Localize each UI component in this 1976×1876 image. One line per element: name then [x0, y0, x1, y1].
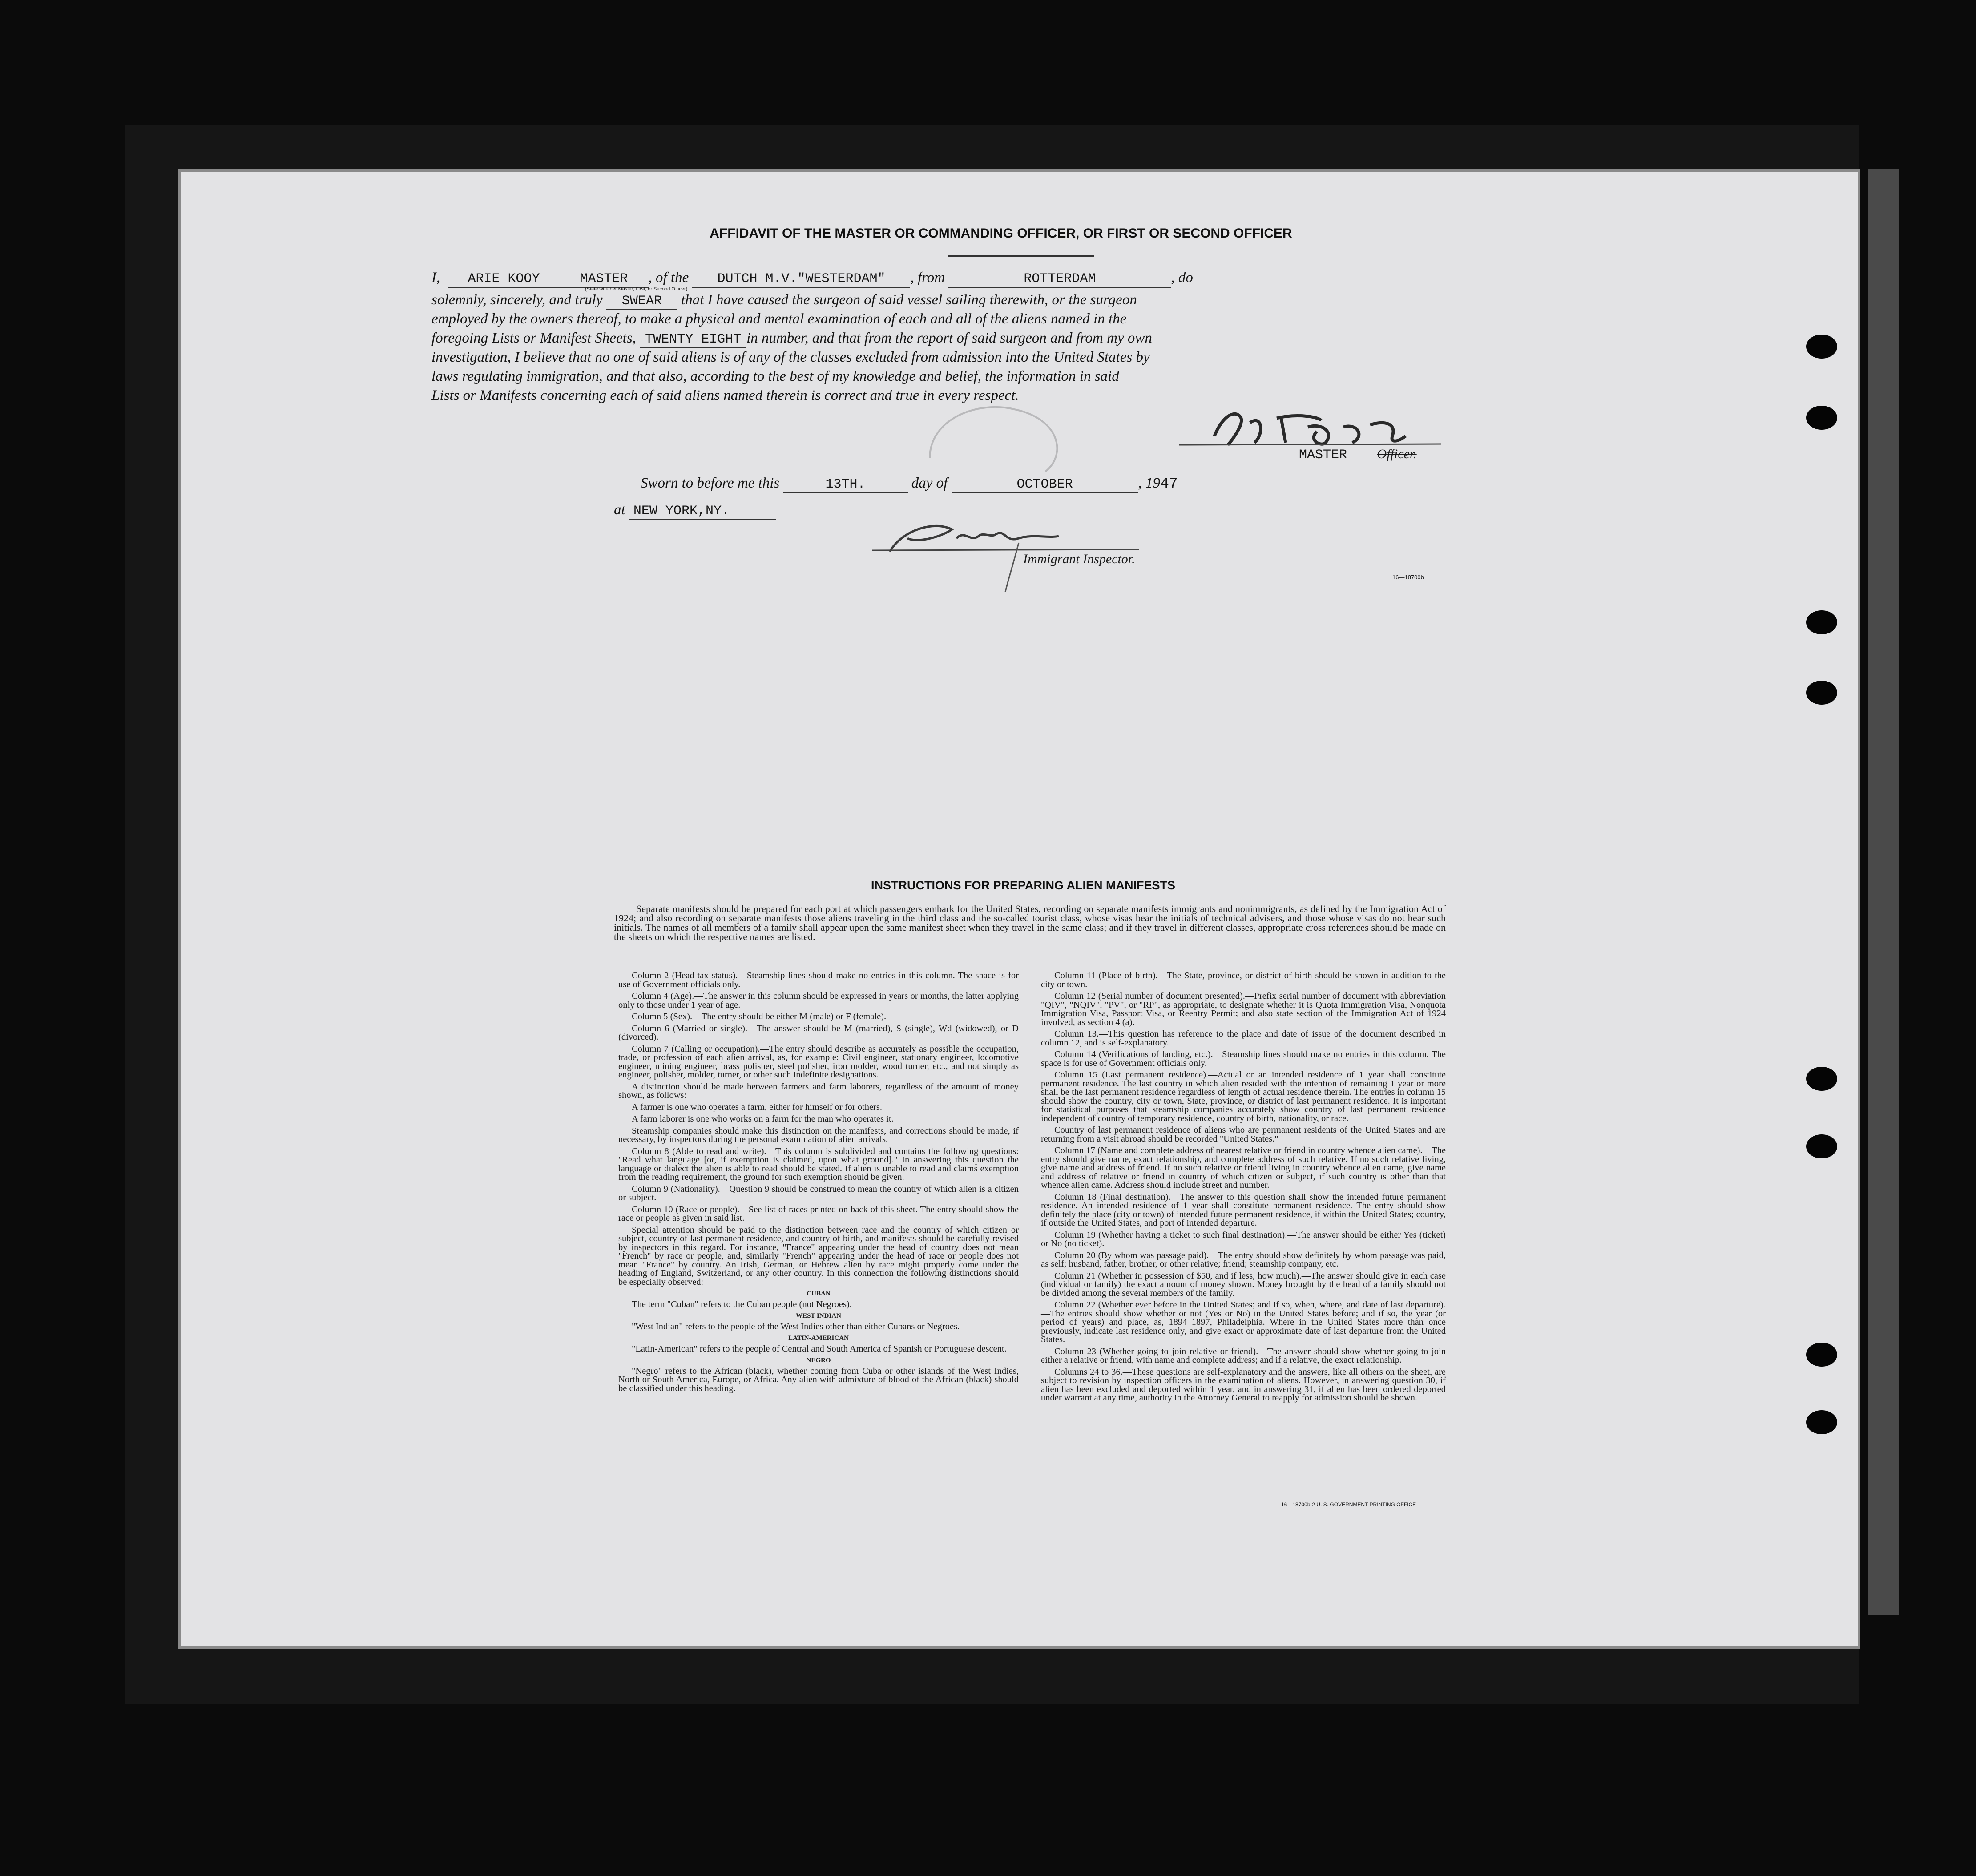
rank-hint: (State whether Master, First, or Second Officer): [585, 286, 688, 292]
text: Sworn to before me this: [641, 475, 780, 491]
affidavit-line-5: investigation, I believe that no one of said aliens is of any of the classes excluded from admission into the United States by: [431, 349, 1150, 365]
punch-hole: [1806, 610, 1837, 634]
punch-hole: [1806, 1410, 1837, 1434]
instruction-paragraph: Column 4 (Age).—The answer in this column should be expressed in years or months, the latter applying only to those under 1 year of age.: [618, 991, 1019, 1010]
affidavit-line-4: [431, 330, 1152, 348]
instruction-paragraph: Column 2 (Head-tax status).—Steamship lines should make no entries in this column. The space is for use of Government officials only.: [618, 971, 1019, 989]
instruction-paragraph: A farmer is one who operates a farm, either for himself or for others.: [632, 1102, 882, 1112]
instruction-paragraph: Column 23 (Whether going to join relative or friend).—The answer should show whether going to join either a relative or friend, with name and complete address; and if a relative, the exact relationship.: [1041, 1346, 1446, 1365]
text: , 19: [1138, 475, 1161, 491]
instruction-paragraph: Column 14 (Verifications of landing, etc.).—Steamship lines should make no entries in this column. The space is for use of Government officials only.: [1041, 1049, 1446, 1068]
film-edge: [1868, 169, 1899, 1615]
text: in number, and that from the report of said surgeon and from my own: [746, 330, 1152, 346]
stamp-circle: [912, 391, 1090, 480]
paragraph-latin-american: "Latin-American" refers to the people of Central and South America of Spanish or Portuguese descent.: [632, 1343, 1007, 1354]
affidavit-line-3: employed by the owners thereof, to make a physical and mental examination of each and all of the aliens named in the: [431, 311, 1127, 327]
text: day of: [911, 475, 948, 491]
sworn-month: OCTOBER: [952, 476, 1138, 493]
affidavit-line-7: Lists or Manifests concerning each of said aliens named therein is correct and true in every respect.: [431, 387, 1019, 403]
heading-cuban: CUBAN: [807, 1290, 831, 1297]
officer-rank: MASTER: [560, 271, 649, 288]
instruction-paragraph: Column 21 (Whether in possession of $50, and if less, how much).—The answer should give in each case (individual or family) the exact amount of money shown. Money brought by the head of a family should not be divided among the several members of the family.: [1041, 1271, 1446, 1298]
oath-type: SWEAR: [606, 293, 677, 310]
affidavit-line-2: [431, 292, 1137, 310]
form-code: 16—18700b: [1392, 574, 1424, 581]
instruction-paragraph: Column 20 (By whom was passage paid).—The entry should show definitely by whom passage was paid, as self; husband, father, brother, or other relative; friend; steamship company, etc.: [1041, 1250, 1446, 1269]
instruction-paragraph: Columns 24 to 36.—These questions are self-explanatory and the answers, like all others on the sheet, are subject to revision by inspection officers in the examination of aliens. However, in answering question 30, if alien has been excluded and deported within 1 year, and in answering 31, if alien has been ordered deported under warrant at any time, authority in the Attorney General to reapply for admission should be shown.: [1041, 1367, 1446, 1403]
printing-office-footer: 16—18700b-2 U. S. GOVERNMENT PRINTING OFFICE: [1281, 1501, 1416, 1508]
instruction-paragraph: Column 10 (Race or people).—See list of races printed on back of this sheet. The entry should show the race or people as given in said list.: [618, 1204, 1019, 1223]
affidavit-line-6: laws regulating immigration, and that also, according to the best of my knowledge and belief, the information in said: [431, 368, 1119, 384]
heading-west-indian: WEST INDIAN: [796, 1312, 841, 1319]
instruction-paragraph: Column 15 (Last permanent residence).—Actual or an intended residence of 1 year shall constitute permanent residence. The last country in which alien resided with the intention of remaining 1 year or more shall be the last permanent residence regardless of length of actual residence therein. The entries in column 15 should show the country, city or town, State, province, or district of last permanent residence. It is important for statistical purposes that steamship companies accurately show country of last permanent residence independent of country of temporary residence, country of birth, nationality, or race.: [1041, 1070, 1446, 1123]
sworn-day: 13TH.: [783, 476, 908, 493]
instruction-paragraph: Steamship companies should make this distinction on the manifests, and corrections should be made, if necessary, by inspectors during the personal examination of alien arrivals.: [618, 1126, 1019, 1144]
instructions-left-column: [618, 972, 1019, 1396]
instruction-paragraph: Column 17 (Name and complete address of nearest relative or friend in country whence alien came).—The entry should give name, exact relationship, and complete address of such relative. If no such relative living, give name and address of friend. If no such relative or friend living in country whence alien came, give name and address of relative or friend in country of which citizen or subject, if such country is other than that whence alien came. Address should include street and number.: [1041, 1146, 1446, 1190]
alien-count: TWENTY EIGHT: [640, 331, 746, 348]
label-from: , from: [910, 270, 945, 286]
place-line: [614, 502, 776, 520]
punch-hole: [1806, 681, 1837, 705]
label-of-the: , of the: [648, 270, 689, 286]
master-name: ARIE KOOY: [448, 271, 560, 288]
instruction-paragraph: Column 6 (Married or single).—The answer should be M (married), S (single), Wd (widowed), or D (divorced).: [618, 1023, 1019, 1042]
label-do: , do: [1171, 270, 1193, 286]
affidavit-title: AFFIDAVIT OF THE MASTER OR COMMANDING OFFICER, OR FIRST OR SECOND OFFICER: [710, 226, 1292, 241]
instruction-paragraph: Column 22 (Whether ever before in the United States; and if so, when, where, and date of last departure).—The entries should show whether or not (Yes or No) in the United States before; and if so, the year (or period of years) and place, as, 1894–1897, Philadelphia. Where in the United States more than once previously, indicate last residence only, and give exact or approximate date of last departure from the United States.: [1041, 1300, 1446, 1344]
paragraph-west-indian: "West Indian" refers to the people of the West Indies other than either Cubans or Negroes.: [632, 1321, 960, 1331]
punch-hole: [1806, 1067, 1837, 1091]
instruction-paragraph: Column 11 (Place of birth).—The State, province, or district of birth should be shown in addition to the city or town.: [1041, 971, 1446, 989]
text: foregoing Lists or Manifest Sheets,: [431, 330, 636, 346]
paragraph-negro: "Negro" refers to the African (black), whether coming from Cuba or other islands of the West Indies, North or South America, Europe, or Africa. Any alien with admixture of blood of the African (black) should be classified under this heading.: [618, 1366, 1019, 1393]
inspector-label: Immigrant Inspector.: [1023, 552, 1135, 566]
instruction-paragraph: Column 8 (Able to read and write).—This column is subdivided and contains the following questions: "Read what language [or, if exemption is claimed, upon what ground]." In answering this question the language or dialect the alien is able to read should be stated. If alien is unable to read and claims exemption from the reading requirement, the ground for such exemption should be given.: [618, 1146, 1019, 1182]
instruction-paragraph: Column 7 (Calling or occupation).—The entry should describe as accurately as possible the occupation, trade, or profession of each alien arrival, as, for example: Civil engineer, stationary engineer, locomotive engineer, mining engineer, brass polisher, steel polisher, iron molder, wood turner, etc., and not simply as engineer, polisher, molder, turner, or other such indefinite designations.: [618, 1044, 1019, 1080]
text: at: [614, 502, 625, 518]
sworn-line: [641, 475, 1178, 493]
punch-hole: [1806, 1134, 1837, 1158]
heading-negro: NEGRO: [806, 1357, 831, 1364]
instruction-paragraph: Country of last permanent residence of aliens who are permanent residents of the United States and are returning from a visit abroad should be recorded "United States.": [1041, 1125, 1446, 1144]
text: that I have caused the surgeon of said vessel sailing therewith, or the surgeon: [681, 292, 1137, 308]
instructions-right-column: [1041, 972, 1446, 1406]
punch-hole: [1806, 406, 1837, 430]
instructions-intro: Separate manifests should be prepared for each port at which passengers embark for the United States, recording on separate manifests immigrants and nonimmigrants, as defined by the Immigration Act of 1924; and also recording on separate manifests those aliens traveling in the third class and the so-called tourist class, whose visas bear the initials of technical advisers, and those whose visas do not bear such initials. The names of all members of a family shall appear upon the same manifest sheet when they travel in the same class; and if they travel in different classes, appropriate cross references should be made on the sheets on which the respective names are listed.: [614, 903, 1446, 942]
text: solemnly, sincerely, and truly: [431, 292, 603, 308]
instruction-paragraph: Column 13.—This question has reference to the place and date of issue of the document described in column 12, and is self-explanatory.: [1041, 1029, 1446, 1048]
instruction-paragraph: Special attention should be paid to the distinction between race and the country of which citizen or subject, country of last permanent residence, and country of birth, and manifests should be carefully revised by inspectors in this regard. For instance, "France" appearing under the head of country does not mean "French" by race or people, and, similarly "French" appearing under the head of race or people does not mean "France" by country. An Irish, German, or Hebrew alien by race might properly come under the heading of England, Switzerland, or any other country. In this connection the following distinctions should be especially observed:: [618, 1225, 1019, 1287]
instruction-paragraph: Column 9 (Nationality).—Question 9 should be construed to mean the country of which alien is a citizen or subject.: [618, 1184, 1019, 1202]
instruction-paragraph: Column 19 (Whether having a ticket to such final destination).—The answer should be either Yes (ticket) or No (no ticket).: [1041, 1230, 1446, 1248]
instruction-paragraph: A farm laborer is one who works on a farm for the man who operates it.: [632, 1114, 894, 1124]
instruction-paragraph: Column 12 (Serial number of document presented).—Prefix serial number of document with abbreviation "QIV", "NQIV", "PV", or "RP", as appropriate, to designate whether it is Quota Immigration Visa, Nonquota Immigration Visa, Passport Visa, or Reentry Permit; and also state section of the Immigration Act of 1924 involved, as section 4 (a).: [1041, 991, 1446, 1027]
punch-hole: [1806, 335, 1837, 359]
label-i: I,: [431, 270, 440, 286]
instruction-paragraph: Column 5 (Sex).—The entry should be either M (male) or F (female).: [632, 1012, 887, 1021]
instruction-paragraph: Column 18 (Final destination).—The answer to this question shall show the intended future permanent residence. An intended residence of 1 year shall constitute permanent residence. The entry should show definitely the place (city or town) of intended future permanent residence, if within the United States; country, if outside the United States, and port of intended departure.: [1041, 1192, 1446, 1228]
affidavit-line-1: [431, 270, 1193, 288]
instructions-title: INSTRUCTIONS FOR PREPARING ALIEN MANIFESTS: [871, 879, 1176, 892]
port-of-departure: ROTTERDAM: [948, 271, 1171, 288]
paragraph-cuban: The term "Cuban" refers to the Cuban people (not Negroes).: [632, 1299, 852, 1309]
signature-rank: MASTER: [1299, 448, 1347, 463]
instruction-paragraph: A distinction should be made between farmers and farm laborers, regardless of the amount of money shown, as follows:: [618, 1081, 1019, 1100]
signature-title: [1299, 447, 1417, 463]
title-rule: [948, 255, 1094, 257]
sworn-year: 47: [1160, 476, 1178, 492]
signature-officer-label: Officer.: [1377, 447, 1417, 461]
sworn-place: NEW YORK,NY.: [629, 503, 776, 520]
heading-latin-american: LATIN-AMERICAN: [788, 1335, 849, 1342]
vessel-name: DUTCH M.V."WESTERDAM": [692, 271, 910, 288]
punch-hole: [1806, 1343, 1837, 1367]
